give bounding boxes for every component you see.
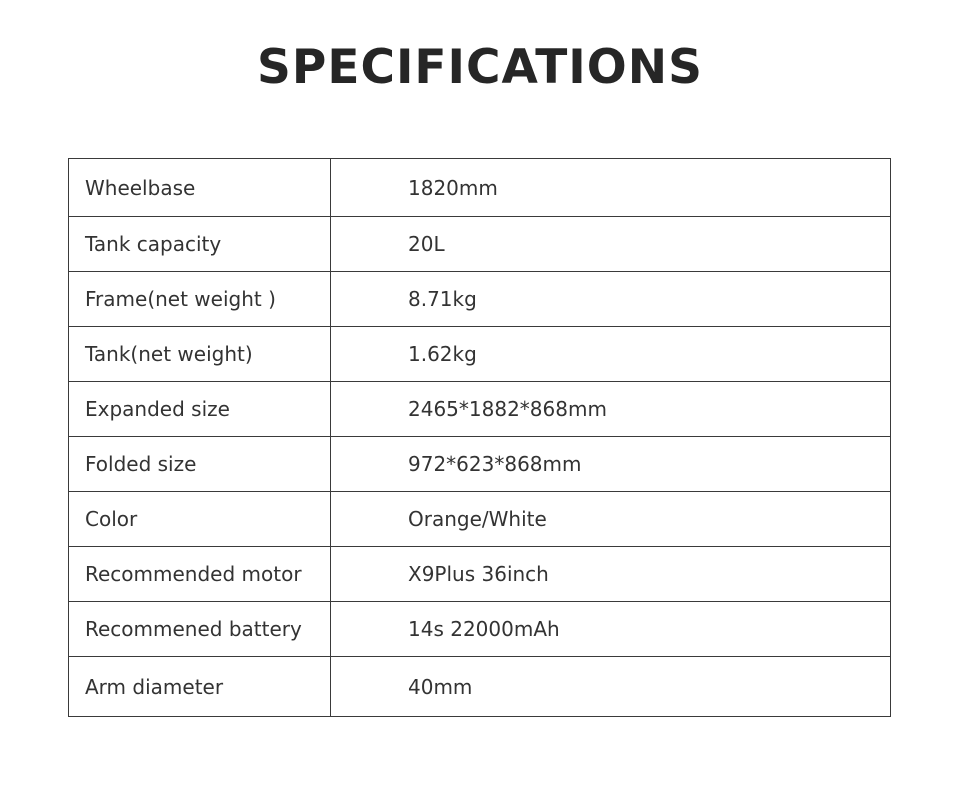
table-row xyxy=(69,657,891,717)
table-row xyxy=(69,159,891,217)
table-row xyxy=(69,382,891,437)
spec-label: Recommened battery xyxy=(69,602,331,657)
table-row xyxy=(69,492,891,547)
spec-label: Expanded size xyxy=(69,382,331,437)
spec-label: Frame(net weight ) xyxy=(69,272,331,327)
spec-label: Wheelbase xyxy=(69,159,331,217)
spec-value: 8.71kg xyxy=(331,272,891,327)
spec-label: Recommended motor xyxy=(69,547,331,602)
spec-value: 1.62kg xyxy=(331,327,891,382)
page-title: SPECIFICATIONS xyxy=(257,40,703,95)
spec-value: 14s 22000mAh xyxy=(331,602,891,657)
table-row xyxy=(69,602,891,657)
spec-value: 1820mm xyxy=(331,159,891,217)
table-row xyxy=(69,547,891,602)
specifications-table xyxy=(68,158,891,717)
spec-value: 972*623*868mm xyxy=(331,437,891,492)
table-row xyxy=(69,437,891,492)
spec-label: Color xyxy=(69,492,331,547)
spec-value: 20L xyxy=(331,217,891,272)
spec-label: Tank capacity xyxy=(69,217,331,272)
spec-label: Tank(net weight) xyxy=(69,327,331,382)
spec-value: 2465*1882*868mm xyxy=(331,382,891,437)
spec-value: Orange/White xyxy=(331,492,891,547)
table-row xyxy=(69,327,891,382)
spec-value: 40mm xyxy=(331,657,891,717)
spec-label: Arm diameter xyxy=(69,657,331,717)
spec-value: X9Plus 36inch xyxy=(331,547,891,602)
table-row xyxy=(69,217,891,272)
table-row xyxy=(69,272,891,327)
spec-label: Folded size xyxy=(69,437,331,492)
